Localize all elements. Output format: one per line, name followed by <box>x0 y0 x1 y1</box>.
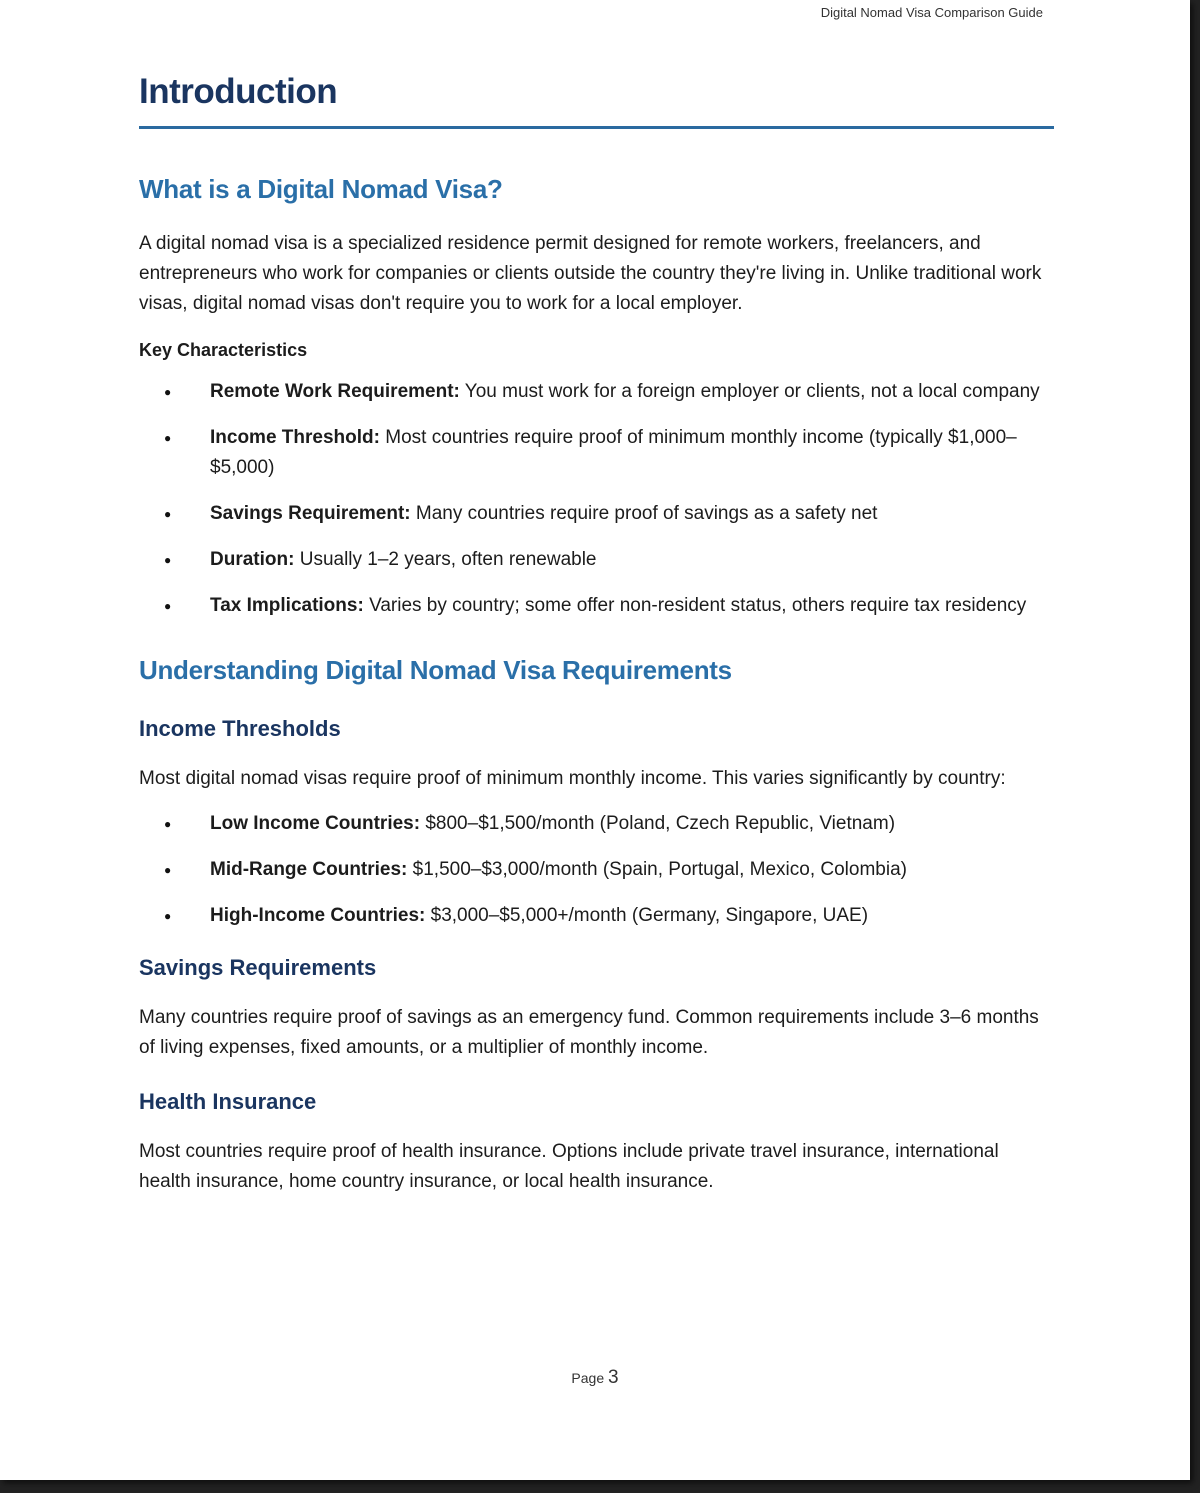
list-item-term: Tax Implications: <box>210 595 364 616</box>
running-header: Digital Nomad Visa Comparison Guide <box>820 5 1043 20</box>
list-item <box>139 423 1054 483</box>
list-item-term: Duration: <box>210 549 295 570</box>
subsection-heading-savings: Savings Requirements <box>139 955 377 980</box>
list-item <box>139 499 1054 529</box>
subsection-heading-health: Health Insurance <box>139 1089 317 1114</box>
list-item-text: Most countries require proof of minimum monthly income (typically $1,000–$5,000) <box>210 427 1017 478</box>
list-item <box>139 855 1054 885</box>
list-item <box>139 377 1054 407</box>
subsection-heading-income: Income Thresholds <box>139 716 341 741</box>
page-title: Introduction <box>139 72 1054 129</box>
list-item-text: $1,500–$3,000/month (Spain, Portugal, Mexico, Colombia) <box>407 859 907 880</box>
page-footer <box>0 1367 1190 1389</box>
key-characteristics-heading: Key Characteristics <box>139 340 308 360</box>
savings-paragraph: Many countries require proof of savings as an emergency fund. Common requirements include 3–6 months of living expenses, fixed amounts, or a multiplier of monthly income. <box>139 1007 1039 1058</box>
income-paragraph: Most digital nomad visas require proof of minimum monthly income. This varies significantly by country: <box>139 768 1006 789</box>
list-item-term: Mid-Range Countries: <box>210 859 408 880</box>
list-item <box>139 901 1054 931</box>
page-number: 3 <box>608 1367 619 1388</box>
list-item-text: $800–$1,500/month (Poland, Czech Republic, Vietnam) <box>420 813 896 834</box>
section-heading-what-is: What is a Digital Nomad Visa? <box>139 174 503 204</box>
health-paragraph: Most countries require proof of health insurance. Options include private travel insurance, international health insurance, home country insurance, or local health insurance. <box>139 1141 999 1192</box>
list-item-text: Many countries require proof of savings as a safety net <box>410 503 878 524</box>
list-item-text: You must work for a foreign employer or clients, not a local company <box>459 381 1040 402</box>
list-item-term: Low Income Countries: <box>210 813 421 834</box>
list-item <box>139 809 1054 839</box>
list-item <box>139 591 1054 621</box>
section-heading-requirements: Understanding Digital Nomad Visa Requirements <box>139 655 732 685</box>
list-item-term: High-Income Countries: <box>210 905 426 926</box>
page-label: Page <box>571 1370 605 1386</box>
list-item-term: Savings Requirement: <box>210 503 411 524</box>
list-item <box>139 545 1054 575</box>
list-item-text: $3,000–$5,000+/month (Germany, Singapore, UAE) <box>425 905 869 926</box>
page-content <box>139 72 1054 1197</box>
list-item-term: Remote Work Requirement: <box>210 381 460 402</box>
key-characteristics-list <box>139 377 1054 621</box>
list-item-text: Varies by country; some offer non-resident status, others require tax residency <box>363 595 1027 616</box>
income-threshold-list <box>139 809 1054 931</box>
list-item-term: Income Threshold: <box>210 427 380 448</box>
list-item-text: Usually 1–2 years, often renewable <box>294 549 597 570</box>
what-is-paragraph: A digital nomad visa is a specialized residence permit designed for remote workers, freelancers, and entrepreneurs who work for companies or clients outside the country they're living in. Unlike traditional work visas, digital nomad visas don't require you to work for a local employer. <box>139 233 1042 314</box>
